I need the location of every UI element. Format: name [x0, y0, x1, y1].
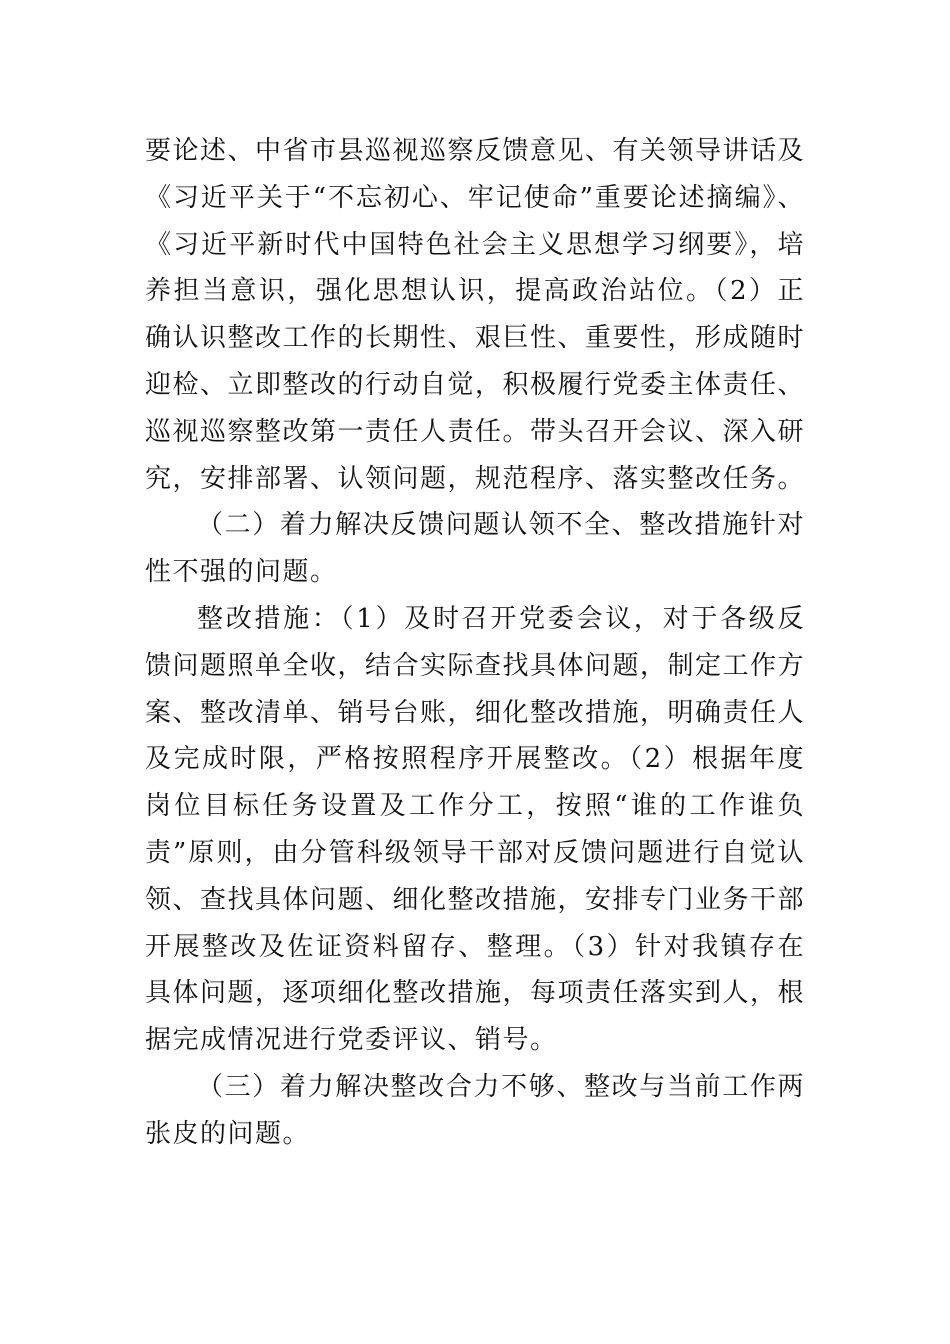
- document-body: [145, 128, 805, 1158]
- paragraph-measures: 整改措施：（1）及时召开党委会议，对于各级反馈问题照单全收，结合实际查找具体问题，制定工作方案、整改清单、销号台账，细化整改措施，明确责任人及完成时限，严格按照程序开展整改。（2）根据年度岗位目标任务设置及工作分工，按照“谁的工作谁负责”原则，由分管科级领导干部对反馈问题进行自觉认领、查找具体问题、细化整改措施，安排专门业务干部开展整改及佐证资料留存、整理。（3）针对我镇存在具体问题，逐项细化整改措施，每项责任落实到人，根据完成情况进行党委评议、销号。: [145, 603, 806, 1056]
- paragraph-continuation: 要论述、中省市县巡视巡察反馈意见、有关领导讲话及《习近平关于“不忘初心、牢记使命”重要论述摘编》、《习近平新时代中国特色社会主义思想学习纲要》，培养担当意识，强化思想认识，提高政治站位。（2）正确认识整改工作的长期性、艰巨性、重要性，形成随时迎检、立即整改的行动自觉，积极履行党委主体责任、巡视巡察整改第一责任人责任。带头召开会议、深入研究，安排部署、认领问题，规范程序、落实整改任务。: [145, 136, 806, 494]
- section-heading-three: （三）着力解决整改合力不够、整改与当前工作两张皮的问题。: [145, 1071, 805, 1149]
- section-heading-two: （二）着力解决反馈问题认领不全、整改措施针对性不强的问题。: [145, 510, 805, 588]
